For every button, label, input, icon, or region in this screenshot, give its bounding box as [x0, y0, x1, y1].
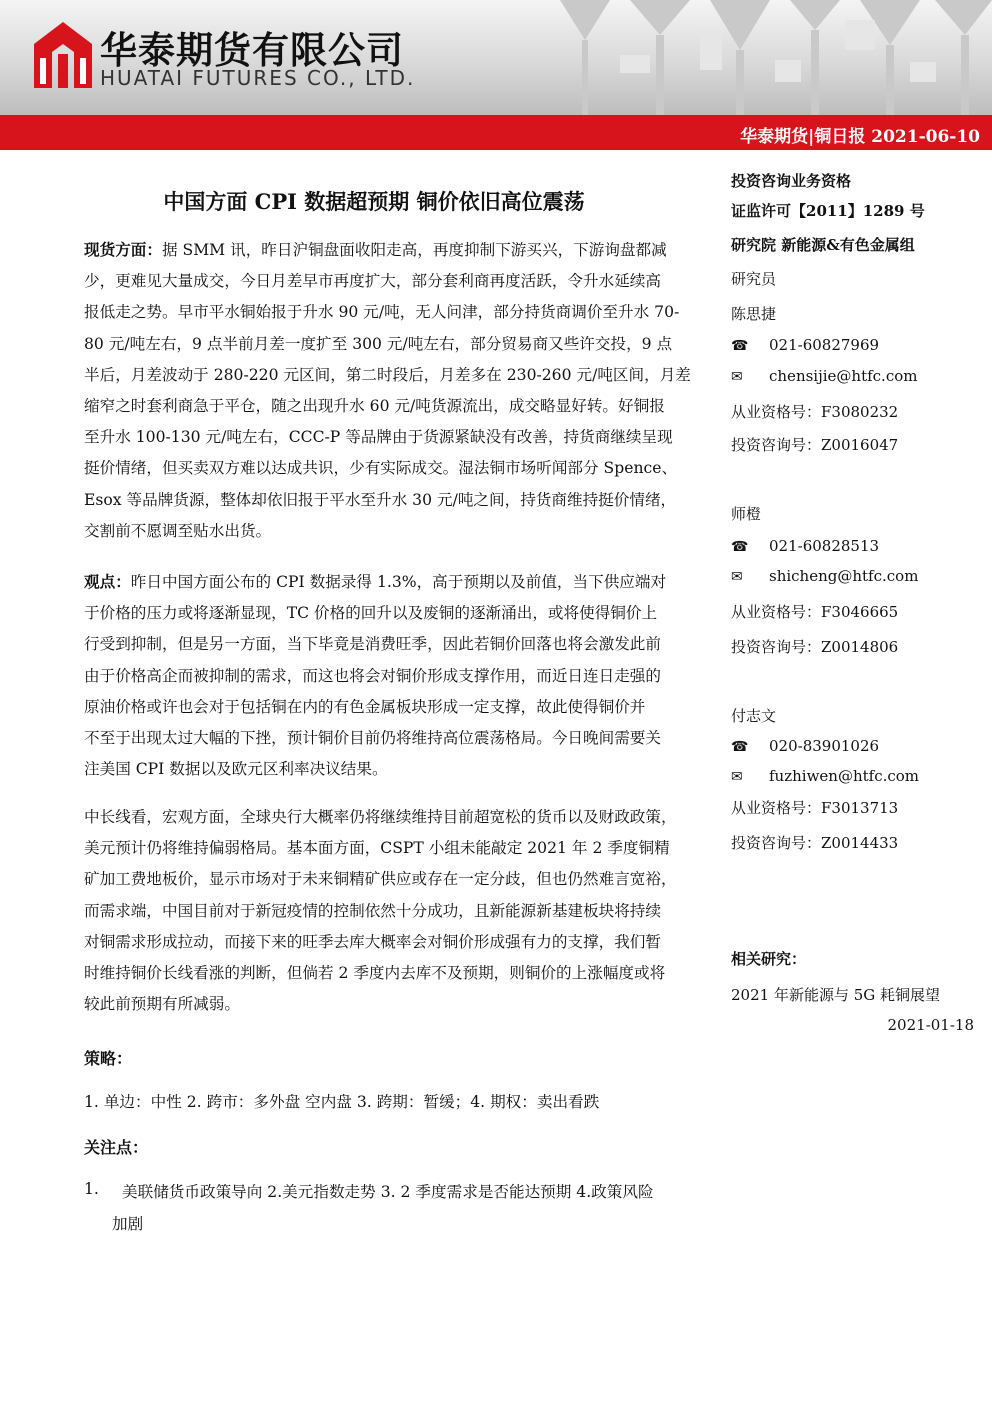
longterm-line-7: 较此前预期有所减弱。 — [84, 995, 240, 1014]
spot-section — [84, 234, 722, 547]
role-label: 研究员 — [731, 270, 777, 288]
spot-line-7: 至升水 100-130 元/吨左右，CCC-P 等品牌由于货源紧缺没有改善，持货商继续呈现 — [84, 428, 673, 447]
phone-icon: ☎ — [731, 539, 749, 555]
view-label: 观点： — [84, 572, 131, 591]
email-icon: ✉ — [731, 369, 743, 385]
header-decoration — [560, 0, 992, 115]
longterm-line-2: 美元预计仍将维持偏弱格局。基本面方面，CSPT 小组未能敲定 2021 年 2 季度铜精 — [84, 839, 670, 858]
spot-line-6: 缩窄之时套利商急于平仓，随之出现升水 60 元/吨货源流出，成交略显好转。好铜报 — [84, 397, 665, 416]
report-title: 中国方面 CPI 数据超预期 铜价依旧高位震荡 — [163, 189, 585, 214]
email-icon: ✉ — [731, 569, 743, 585]
strategy-text: 1. 单边：中性 2. 跨市：多外盘 空内盘 3. 跨期：暂缓；4. 期权：卖出看跌 — [84, 1093, 600, 1111]
strategy-heading: 策略： — [84, 1049, 133, 1068]
researcher-3-name: 付志文 — [731, 707, 777, 725]
spot-line-10: 交割前不愿调至贴水出货。 — [84, 521, 272, 540]
researcher-2-email[interactable]: ✉ shicheng@htfc.com — [731, 567, 919, 585]
qualification-title: 投资咨询业务资格 — [731, 172, 852, 190]
researcher-1-advisory: 投资咨询号：Z0016047 — [731, 436, 899, 454]
researcher-1-name: 陈思捷 — [731, 305, 777, 323]
researcher-1-phone: ☎ 021-60827969 — [731, 336, 880, 354]
phone-icon: ☎ — [731, 338, 749, 354]
spot-line-4: 80 元/吨左右，9 点半前月差一度扩至 300 元/吨左右，部分贸易商又些许交投，9 点 — [84, 334, 673, 353]
spot-line-2: 少，更难见大量成交，今日月差早市再度扩大，部分套利商再度活跃，令升水延续高 — [84, 272, 661, 291]
view-line-1: 观点：昨日中国方面公布的 CPI 数据录得 1.3%，高于预期以及前值，当下供应端对 — [84, 572, 667, 591]
focus-heading: 关注点： — [84, 1138, 149, 1157]
researcher-3-advisory: 投资咨询号：Z0014433 — [731, 834, 899, 852]
researcher-3-cert: 从业资格号：F3013713 — [731, 799, 899, 817]
view-line-7: 注美国 CPI 数据以及欧元区利率决议结果。 — [84, 760, 388, 779]
institute-name: 研究院 新能源&有色金属组 — [731, 236, 915, 254]
view-line-2: 于价格的压力或将逐渐显现，TC 价格的回升以及废铜的逐渐涌出，或将使得铜价上 — [84, 604, 658, 623]
view-line-3: 行受到抑制，但是另一方面，当下毕竟是消费旺季，因此若铜价回落也将会激发此前 — [84, 635, 661, 654]
phone-icon: ☎ — [731, 739, 749, 755]
company-name-cn: 华泰期货有限公司 — [100, 29, 404, 72]
researcher-2-name: 师橙 — [731, 505, 762, 523]
spot-line-3: 报低走之势。早市平水铜始报于升水 90 元/吨，无人问津，部分持货商调价至升水 70- — [84, 303, 680, 322]
longterm-line-4: 而需求端，中国目前对于新冠疫情的控制依然十分成功，且新能源新基建板块将持续 — [84, 901, 661, 920]
view-line-5: 原油价格或许也会对于包括铜在内的有色金属板块形成一定支撑，故此使得铜价并 — [84, 697, 646, 716]
huatai-logo-icon — [34, 22, 92, 88]
researcher-1-cert: 从业资格号：F3080232 — [731, 403, 899, 421]
longterm-section — [84, 802, 722, 1020]
focus-line-1: 美联储货币政策导向 2.美元指数走势 3. 2 季度需求是否能达预期 4.政策风险 — [122, 1183, 654, 1201]
longterm-line-6: 时维持铜价长线看涨的判断，但倘若 2 季度内去库不及预期，则铜价的上涨幅度或将 — [84, 964, 666, 983]
researcher-1-email[interactable]: ✉ chensijie@htfc.com — [731, 367, 918, 385]
spot-label: 现货方面： — [84, 240, 162, 259]
spot-line-5: 半后，月差波动于 280-220 元区间，第二时段后，月差多在 230-260 元/吨区间，月差 — [84, 365, 691, 384]
related-heading: 相关研究： — [731, 950, 807, 968]
license-number: 证监许可【2011】1289 号 — [731, 202, 925, 220]
spot-line-8: 挺价情绪，但买卖双方难以达成共识，少有实际成交。湿法铜市场听闻部分 Spence、 — [84, 459, 678, 478]
view-section — [84, 566, 722, 785]
researcher-3-email[interactable]: ✉ fuzhiwen@htfc.com — [731, 767, 920, 785]
focus-number: 1. — [84, 1180, 99, 1198]
related-report-title[interactable]: 2021 年新能源与 5G 耗铜展望 — [731, 986, 941, 1004]
focus-line-2: 加剧 — [112, 1215, 144, 1233]
view-line-4: 由于价格高企而被抑制的需求，而这也将会对铜价形成支撑作用，而近日连日走强的 — [84, 666, 661, 685]
company-name-en: HUATAI FUTURES CO., LTD. — [100, 66, 416, 90]
researcher-2-advisory: 投资咨询号：Z0014806 — [731, 638, 899, 656]
researcher-2-phone: ☎ 021-60828513 — [731, 537, 880, 555]
view-line-6: 不至于出现太过大幅的下挫，预计铜价目前仍将维持高位震荡格局。今日晚间需要关 — [84, 729, 661, 748]
report-banner-text: 华泰期货|铜日报 2021-06-10 — [740, 127, 980, 147]
longterm-line-3: 矿加工费地板价，显示市场对于未来铜精矿供应或存在一定分歧，但也仍然难言宽裕， — [84, 870, 677, 889]
report-header — [0, 0, 992, 115]
report-banner — [0, 115, 992, 150]
spot-line-9: Esox 等品牌货源，整体却依旧报于平水至升水 30 元/吨之间，持货商维持挺价情绪， — [84, 490, 677, 509]
longterm-line-5: 对铜需求形成拉动，而接下来的旺季去库大概率会对铜价形成强有力的支撑，我们暂 — [84, 932, 661, 951]
related-report-date: 2021-01-18 — [887, 1016, 974, 1034]
longterm-line-1: 中长线看，宏观方面，全球央行大概率仍将继续维持目前超宽松的货币以及财政政策， — [84, 808, 677, 826]
researcher-2-cert: 从业资格号：F3046665 — [731, 603, 899, 621]
researcher-3-phone: ☎ 020-83901026 — [731, 737, 880, 755]
email-icon: ✉ — [731, 769, 743, 785]
spot-line-1: 现货方面：据 SMM 讯，昨日沪铜盘面收阳走高，再度抑制下游买兴，下游询盘都减 — [84, 240, 667, 259]
